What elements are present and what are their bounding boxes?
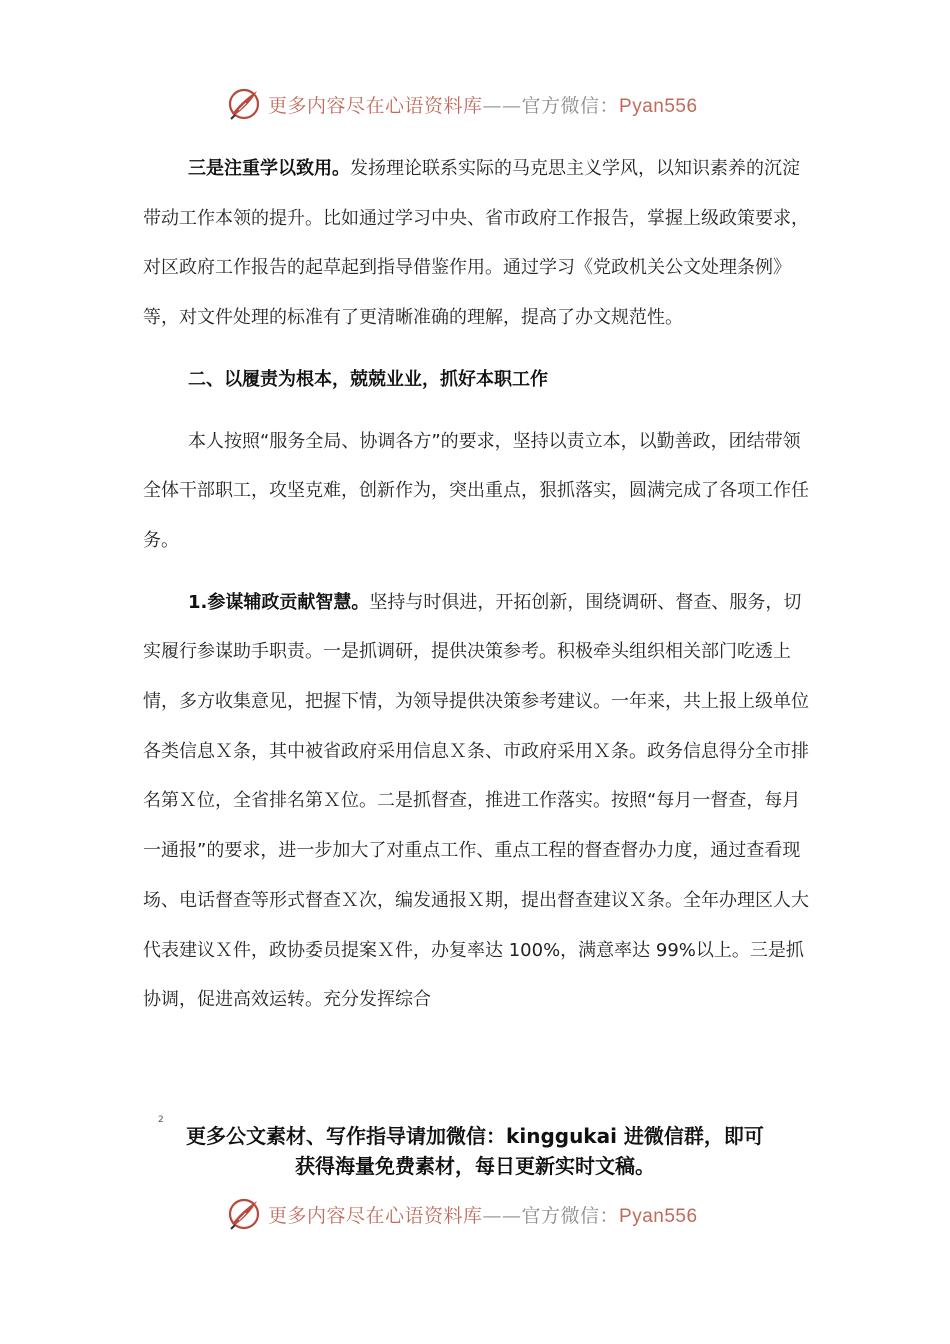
quill-pen-logo-icon bbox=[226, 1196, 262, 1232]
section-heading: 二、以履责为根本，兢兢业业，抓好本职工作 bbox=[188, 368, 548, 390]
paragraph-section-intro: 本人按照“服务全局、协调各方”的要求，坚持以责立本，以勤善政，团结带领全体干部职工，攻坚克难，创新作为，突出重点，狠抓落实，圆满完成了各项工作任务。 bbox=[143, 430, 809, 551]
header-brand bbox=[226, 84, 698, 124]
paragraph-lead: 三是注重学以致用。 bbox=[188, 158, 350, 179]
brand-wechat-id: Pyan556 bbox=[619, 95, 698, 117]
brand-separator: —— bbox=[482, 94, 522, 117]
paragraph-text: 发扬理论联系实际的马克思主义学风，以知识素养的沉淀带动工作本领的提升。比如通过学习中央、省市政府工作报告，掌握上级政策要求，对区政府工作报告的起草起到指导借鉴作用。通过学习《党政机关公文处理条例》等，对文件处理的标准有了更清晰准确的理解，提高了办文规范性。 bbox=[143, 158, 809, 329]
quill-pen-logo-icon bbox=[226, 86, 262, 122]
footer-brand bbox=[226, 1194, 698, 1234]
document-body bbox=[143, 144, 815, 1025]
brand-wechat-label: 官方微信： bbox=[521, 94, 620, 117]
brand-site-name: 更多内容尽在心语资料库 bbox=[268, 1204, 483, 1227]
brand-wechat-id: Pyan556 bbox=[619, 1205, 698, 1227]
footer-note bbox=[120, 1121, 830, 1181]
page-number: 2 bbox=[158, 1115, 164, 1125]
brand-wechat-label: 官方微信： bbox=[521, 1204, 620, 1227]
footer-note-line: 获得海量免费素材，每日更新实时文稿。 bbox=[295, 1154, 655, 1178]
paragraph-study-application bbox=[143, 144, 815, 343]
footer-note-line: 更多公文素材、写作指导请加微信：kinggukai 进微信群，即可 bbox=[186, 1124, 764, 1148]
brand-text bbox=[268, 91, 698, 118]
paragraph-item-1 bbox=[143, 578, 815, 1025]
brand-text bbox=[268, 1201, 698, 1228]
brand-separator: —— bbox=[482, 1204, 522, 1227]
paragraph-text: 坚持与时俱进，开拓创新，围绕调研、督查、服务，切实履行参谋助手职责。一是抓调研，提供决策参考。积极牵头组织相关部门吃透上情，多方收集意见，把握下情，为领导提供决策参考建议。一年来，共上报上级单位各类信息Ｘ条，其中被省政府采用信息Ｘ条、市政府采用Ｘ条。政务信息得分全市排名第Ｘ位，全省排名第Ｘ位。二是抓督查，推进工作落实。按照“每月一督查，每月一通报”的要求，进一步加大了对重点工作、重点工程的督查督办力度，通过查看现场、电话督查等形式督查Ｘ次，编发通报Ｘ期，提出督查建议Ｘ条。全年办理区人大代表建议Ｘ件，政协委员提案Ｘ件，办复率达 100%，满意率达 99%以上。三是抓协调，促进高效运转。充分发挥综合 bbox=[143, 591, 809, 1011]
paragraph-lead: 1.参谋辅政贡献智慧。 bbox=[188, 591, 370, 613]
brand-site-name: 更多内容尽在心语资料库 bbox=[268, 94, 483, 117]
